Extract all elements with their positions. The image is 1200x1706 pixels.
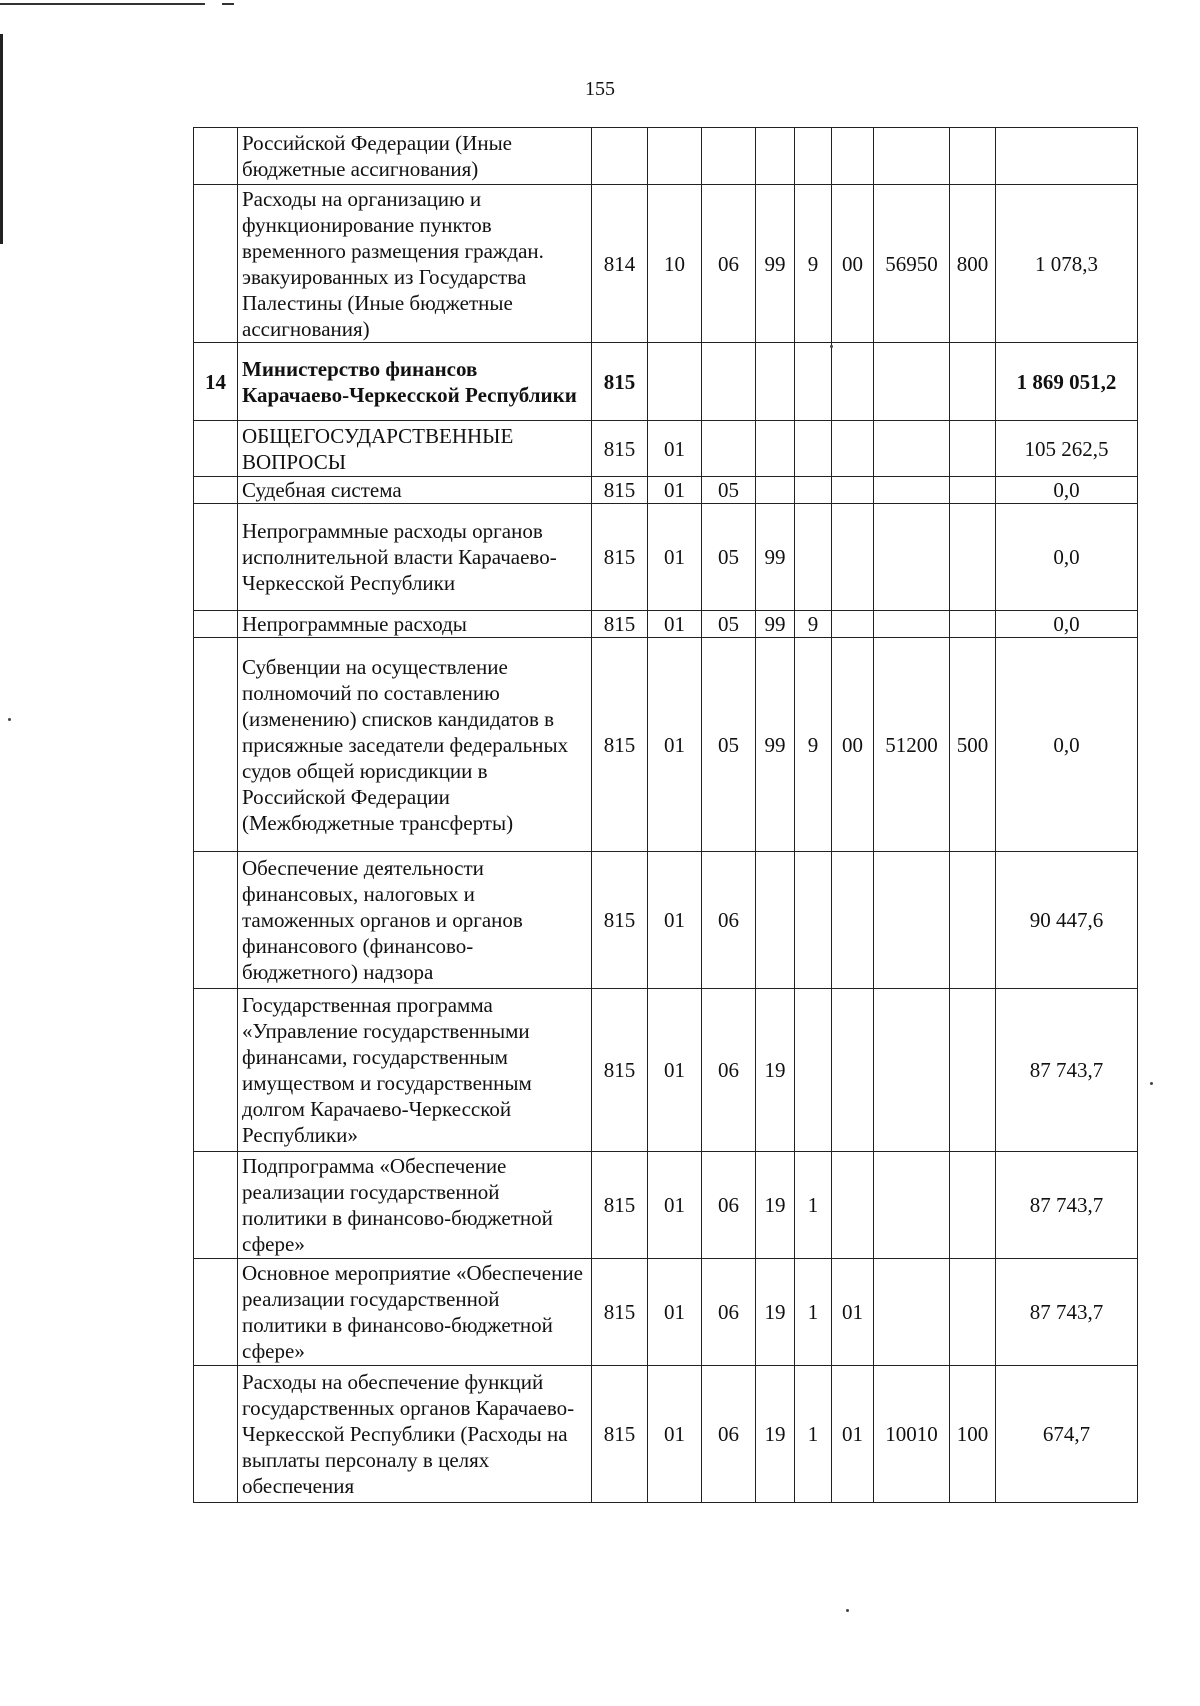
row-code-cell: 06 [702,852,756,989]
scan-speck [8,718,11,721]
row-code-cell: 01 [648,1259,702,1366]
row-code-cell: 814 [592,185,648,343]
row-name-cell: Субвенции на осуществление полномочий по составлению (изменению) списков кандидатов в присяжные заседатели федеральных судов общей юрисдикции в Российской Федерации (Межбюджетные трансферты) [238,638,592,852]
row-code-cell [950,343,996,421]
row-number-cell [194,1152,238,1259]
row-amount-cell: 90 447,6 [996,852,1138,989]
row-code-cell: 815 [592,343,648,421]
row-code-cell: 01 [648,611,702,638]
row-code-cell [950,1152,996,1259]
table-row [194,343,1138,421]
row-code-cell: 1 [795,1366,832,1503]
row-code-cell: 99 [756,504,795,611]
table-row [194,611,1138,638]
row-number-cell [194,185,238,343]
row-name-cell: Министерство финансов Карачаево-Черкесской Республики [238,343,592,421]
row-code-cell: 9 [795,638,832,852]
table-row [194,638,1138,852]
row-code-cell [795,852,832,989]
row-number-cell [194,477,238,504]
row-code-cell: 99 [756,185,795,343]
row-code-cell [832,128,874,185]
row-name-cell: Непрограммные расходы органов исполнительной власти Карачаево-Черкесской Республики [238,504,592,611]
row-code-cell: 06 [702,1152,756,1259]
row-number-cell [194,1366,238,1503]
row-number-cell [194,128,238,185]
table-row [194,1366,1138,1503]
row-code-cell [874,343,950,421]
row-code-cell [756,421,795,477]
row-code-cell [832,343,874,421]
row-amount-cell: 1 869 051,2 [996,343,1138,421]
row-amount-cell: 0,0 [996,477,1138,504]
row-amount-cell: 0,0 [996,611,1138,638]
row-code-cell: 01 [648,477,702,504]
row-code-cell [756,852,795,989]
row-code-cell [702,343,756,421]
row-amount-cell: 674,7 [996,1366,1138,1503]
table-row [194,504,1138,611]
row-code-cell [832,504,874,611]
row-code-cell [874,477,950,504]
row-code-cell [832,477,874,504]
row-number-cell [194,421,238,477]
row-code-cell [950,852,996,989]
row-code-cell [950,477,996,504]
row-code-cell [874,611,950,638]
row-code-cell: 01 [648,1366,702,1503]
row-code-cell [950,989,996,1152]
table-row [194,989,1138,1152]
scan-artifact-left-edge [0,34,3,244]
row-amount-cell: 105 262,5 [996,421,1138,477]
row-code-cell: 01 [648,504,702,611]
row-code-cell [832,611,874,638]
row-code-cell [874,989,950,1152]
row-code-cell [950,128,996,185]
row-number-cell [194,611,238,638]
table-row [194,1152,1138,1259]
row-number-cell [194,638,238,852]
row-code-cell [874,852,950,989]
row-code-cell: 19 [756,989,795,1152]
row-amount-cell: 87 743,7 [996,1152,1138,1259]
row-number-cell [194,852,238,989]
row-name-cell: Расходы на организацию и функционирование пунктов временного размещения граждан. эвакуированных из Государства Палестины (Иные бюджетные ассигнования) [238,185,592,343]
row-code-cell: 815 [592,1366,648,1503]
row-code-cell [648,128,702,185]
scan-speck [1150,1082,1153,1085]
row-code-cell: 06 [702,185,756,343]
row-code-cell: 01 [648,989,702,1152]
table-row [194,421,1138,477]
row-code-cell: 100 [950,1366,996,1503]
row-code-cell: 99 [756,611,795,638]
scan-artifact-top-line [0,3,205,5]
row-code-cell: 00 [832,185,874,343]
row-code-cell: 1 [795,1259,832,1366]
row-code-cell: 01 [648,638,702,852]
row-code-cell [832,989,874,1152]
row-code-cell [874,504,950,611]
row-code-cell: 10 [648,185,702,343]
row-code-cell [874,128,950,185]
row-name-cell: Расходы на обеспечение функций государственных органов Карачаево-Черкесской Республики (Расходы на выплаты персоналу в целях обеспечения [238,1366,592,1503]
row-code-cell [795,477,832,504]
row-code-cell [756,477,795,504]
row-code-cell [756,343,795,421]
row-code-cell: 815 [592,1152,648,1259]
budget-table-body [194,128,1138,1503]
row-name-cell: Подпрограмма «Обеспечение реализации государственной политики в финансово-бюджетной сфере» [238,1152,592,1259]
table-row [194,185,1138,343]
row-code-cell [874,1152,950,1259]
scan-speck [846,1609,849,1612]
row-code-cell [795,504,832,611]
row-code-cell: 51200 [874,638,950,852]
row-name-cell: Судебная система [238,477,592,504]
row-code-cell [832,1152,874,1259]
row-amount-cell: 87 743,7 [996,989,1138,1152]
row-code-cell [702,421,756,477]
row-code-cell: 06 [702,1366,756,1503]
row-code-cell [950,504,996,611]
row-code-cell: 19 [756,1259,795,1366]
row-code-cell [592,128,648,185]
row-code-cell [832,421,874,477]
row-code-cell [756,128,795,185]
table-row [194,128,1138,185]
row-code-cell [950,1259,996,1366]
row-code-cell: 815 [592,1259,648,1366]
row-code-cell: 05 [702,638,756,852]
row-number-cell [194,504,238,611]
row-name-cell: Обеспечение деятельности финансовых, налоговых и таможенных органов и органов финансового (финансово-бюджетного) надзора [238,852,592,989]
row-code-cell: 99 [756,638,795,852]
row-code-cell: 815 [592,989,648,1152]
row-code-cell [832,852,874,989]
row-amount-cell [996,128,1138,185]
row-code-cell: 01 [832,1259,874,1366]
row-code-cell: 9 [795,611,832,638]
scan-speck [830,345,833,348]
row-name-cell: Основное мероприятие «Обеспечение реализации государственной политики в финансово-бюджетной сфере» [238,1259,592,1366]
row-code-cell: 815 [592,852,648,989]
row-code-cell: 19 [756,1152,795,1259]
row-name-cell: Непрограммные расходы [238,611,592,638]
row-code-cell [795,128,832,185]
row-amount-cell: 1 078,3 [996,185,1138,343]
row-number-cell [194,1259,238,1366]
row-code-cell: 815 [592,504,648,611]
row-code-cell: 9 [795,185,832,343]
row-code-cell: 19 [756,1366,795,1503]
page-number: 155 [585,78,615,100]
row-name-cell: ОБЩЕГОСУДАРСТВЕННЫЕ ВОПРОСЫ [238,421,592,477]
row-code-cell: 815 [592,611,648,638]
table-row [194,852,1138,989]
row-code-cell: 05 [702,611,756,638]
row-code-cell [795,343,832,421]
row-code-cell: 01 [648,1152,702,1259]
row-name-cell: Российской Федерации (Иные бюджетные ассигнования) [238,128,592,185]
row-code-cell [950,611,996,638]
row-code-cell: 500 [950,638,996,852]
row-code-cell [648,343,702,421]
row-name-cell: Государственная программа «Управление государственными финансами, государственным имуществом и государственным долгом Карачаево-Черкесской Республики» [238,989,592,1152]
row-amount-cell: 87 743,7 [996,1259,1138,1366]
row-code-cell: 06 [702,1259,756,1366]
row-number-cell [194,989,238,1152]
row-code-cell: 06 [702,989,756,1152]
row-code-cell [702,128,756,185]
row-code-cell [874,421,950,477]
row-code-cell: 800 [950,185,996,343]
row-amount-cell: 0,0 [996,504,1138,611]
scan-artifact-top-dash [222,3,234,5]
row-code-cell: 815 [592,477,648,504]
row-code-cell: 05 [702,477,756,504]
row-code-cell: 05 [702,504,756,611]
table-row [194,477,1138,504]
row-code-cell: 1 [795,1152,832,1259]
table-row [194,1259,1138,1366]
row-code-cell [795,421,832,477]
row-code-cell: 00 [832,638,874,852]
row-code-cell [950,421,996,477]
row-code-cell: 10010 [874,1366,950,1503]
row-code-cell: 815 [592,638,648,852]
row-code-cell: 01 [648,421,702,477]
row-code-cell [795,989,832,1152]
row-number-cell: 14 [194,343,238,421]
row-code-cell: 01 [832,1366,874,1503]
row-code-cell: 01 [648,852,702,989]
row-code-cell: 56950 [874,185,950,343]
row-code-cell: 815 [592,421,648,477]
row-amount-cell: 0,0 [996,638,1138,852]
row-code-cell [874,1259,950,1366]
budget-table [193,127,1138,1503]
